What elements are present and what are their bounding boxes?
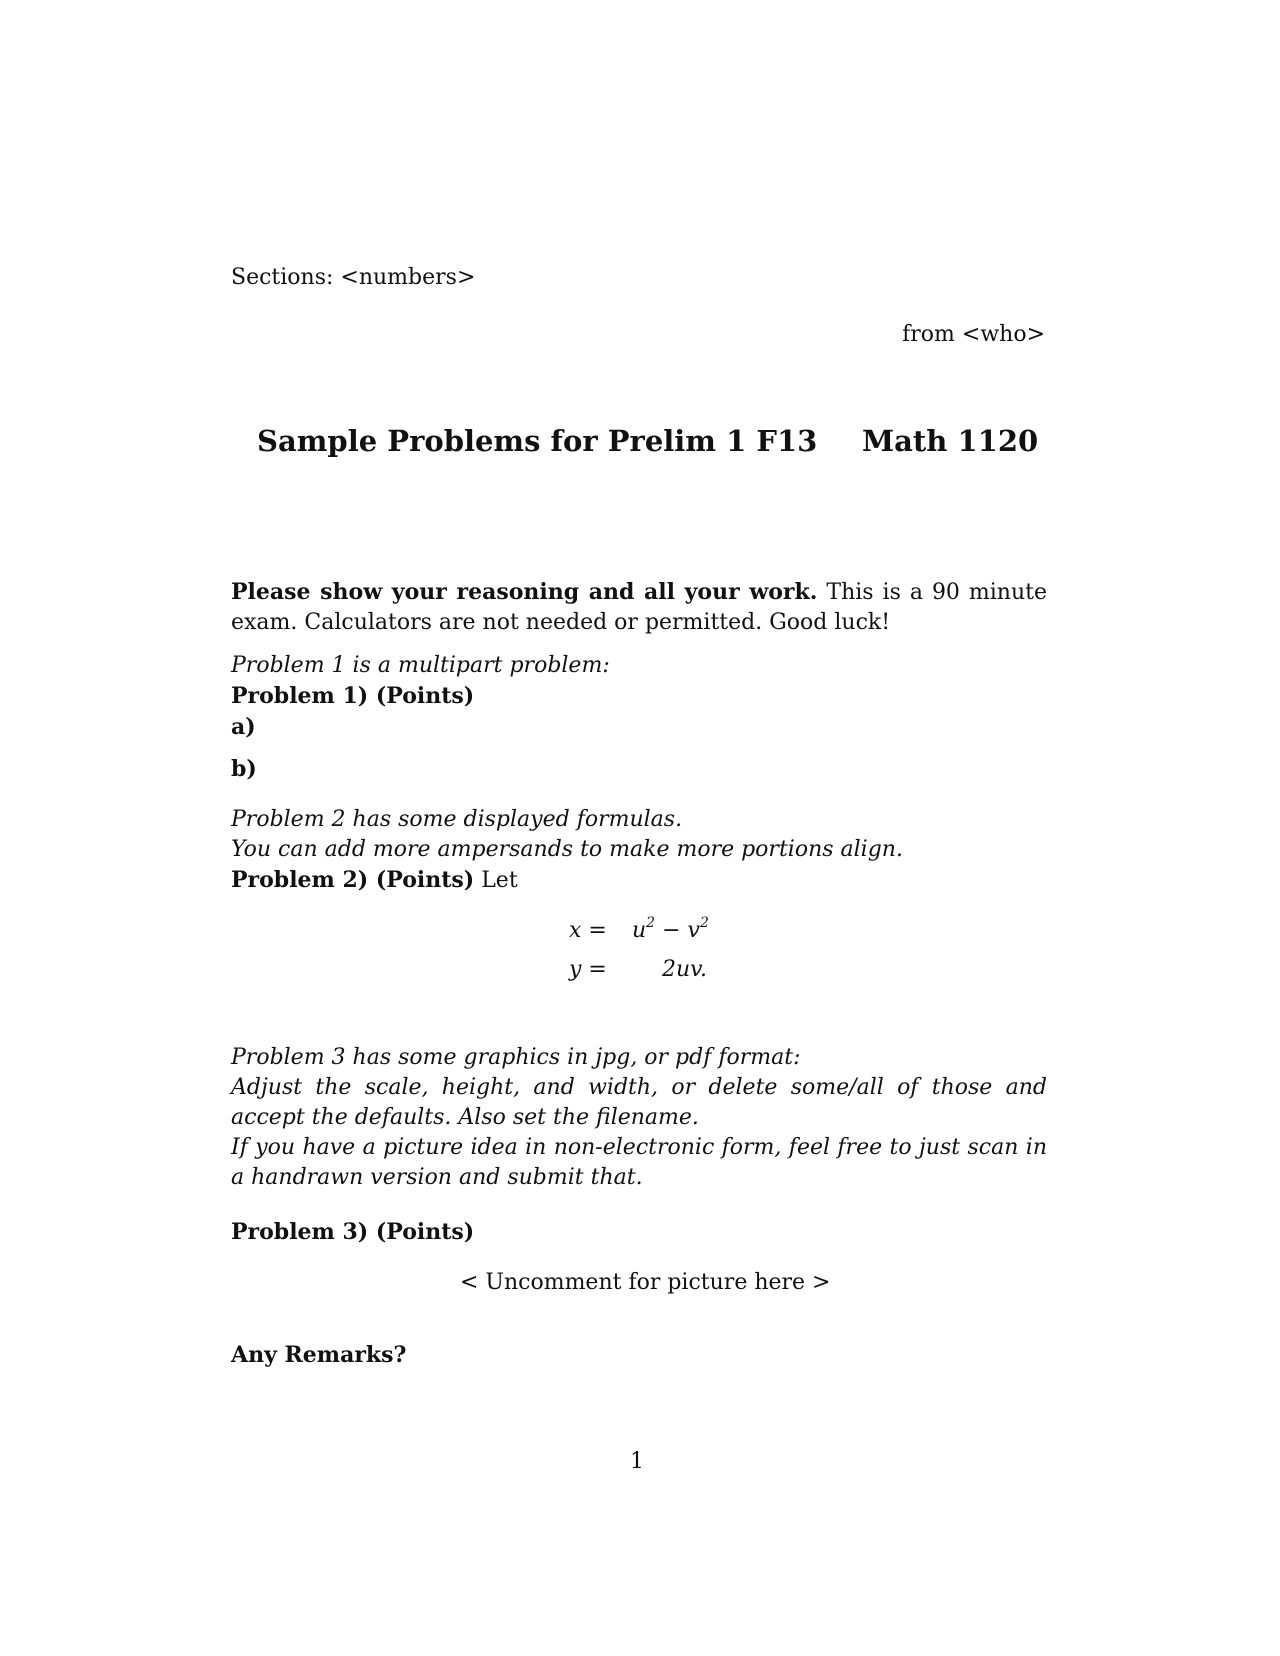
problem2-heading-line — [231, 865, 518, 896]
problem1-part-a: a) — [231, 714, 256, 740]
equation2-lhs: y = — [569, 957, 607, 982]
instructions-paragraph — [231, 577, 1047, 638]
equation1-lhs: x = — [569, 918, 607, 943]
remarks-heading: Any Remarks? — [231, 1342, 407, 1368]
problem2-heading: Problem 2) (Points) — [231, 867, 475, 893]
page-title: Sample Problems for Prelim 1 F13 — [257, 424, 818, 458]
page-number: 1 — [630, 1449, 644, 1474]
equation1-u: u — [632, 918, 647, 943]
problem3-note-line2: Adjust the scale, height, and width, or delete some/all of those and accept the defaults. Also set the filename. — [231, 1075, 1047, 1130]
course-title: Math 1120 — [862, 424, 1039, 458]
problem1-part-b: b) — [231, 756, 257, 782]
instructions-bold: Please show your reasoning and all your work. — [231, 579, 818, 605]
problem3-note-line3: If you have a picture idea in non-electronic form, feel free to just scan in a handrawn version and submit that. — [231, 1135, 1047, 1190]
equation1-v: v — [687, 918, 700, 943]
equation2-rhs: 2uv. — [662, 957, 707, 982]
equation1-exp2: 2 — [699, 914, 709, 931]
problem2-note-line1: Problem 2 has some displayed formulas. — [231, 807, 683, 832]
picture-placeholder: < Uncomment for picture here > — [460, 1270, 831, 1295]
problem2-heading-tail: Let — [474, 868, 518, 893]
problem3-heading: Problem 3) (Points) — [231, 1219, 475, 1245]
equation1-rhs — [632, 914, 709, 943]
problem2-note-line2: You can add more ampersands to make more portions align. — [231, 837, 903, 862]
equation1-exp1: 2 — [646, 914, 656, 931]
problem1-heading: Problem 1) (Points) — [231, 683, 475, 709]
instructions-rest: This is a 90 minute exam. Calculators are not needed or permitted. Good luck! — [231, 580, 1048, 635]
sections-line: Sections: <numbers> — [231, 265, 476, 290]
from-line: from <who> — [902, 322, 1045, 347]
problem3-note-line1: Problem 3 has some graphics in jpg, or pdf format: — [231, 1045, 801, 1070]
problem1-note: Problem 1 is a multipart problem: — [231, 653, 610, 678]
problem3-note — [231, 1043, 1047, 1193]
equation1-minus: − — [655, 918, 688, 943]
